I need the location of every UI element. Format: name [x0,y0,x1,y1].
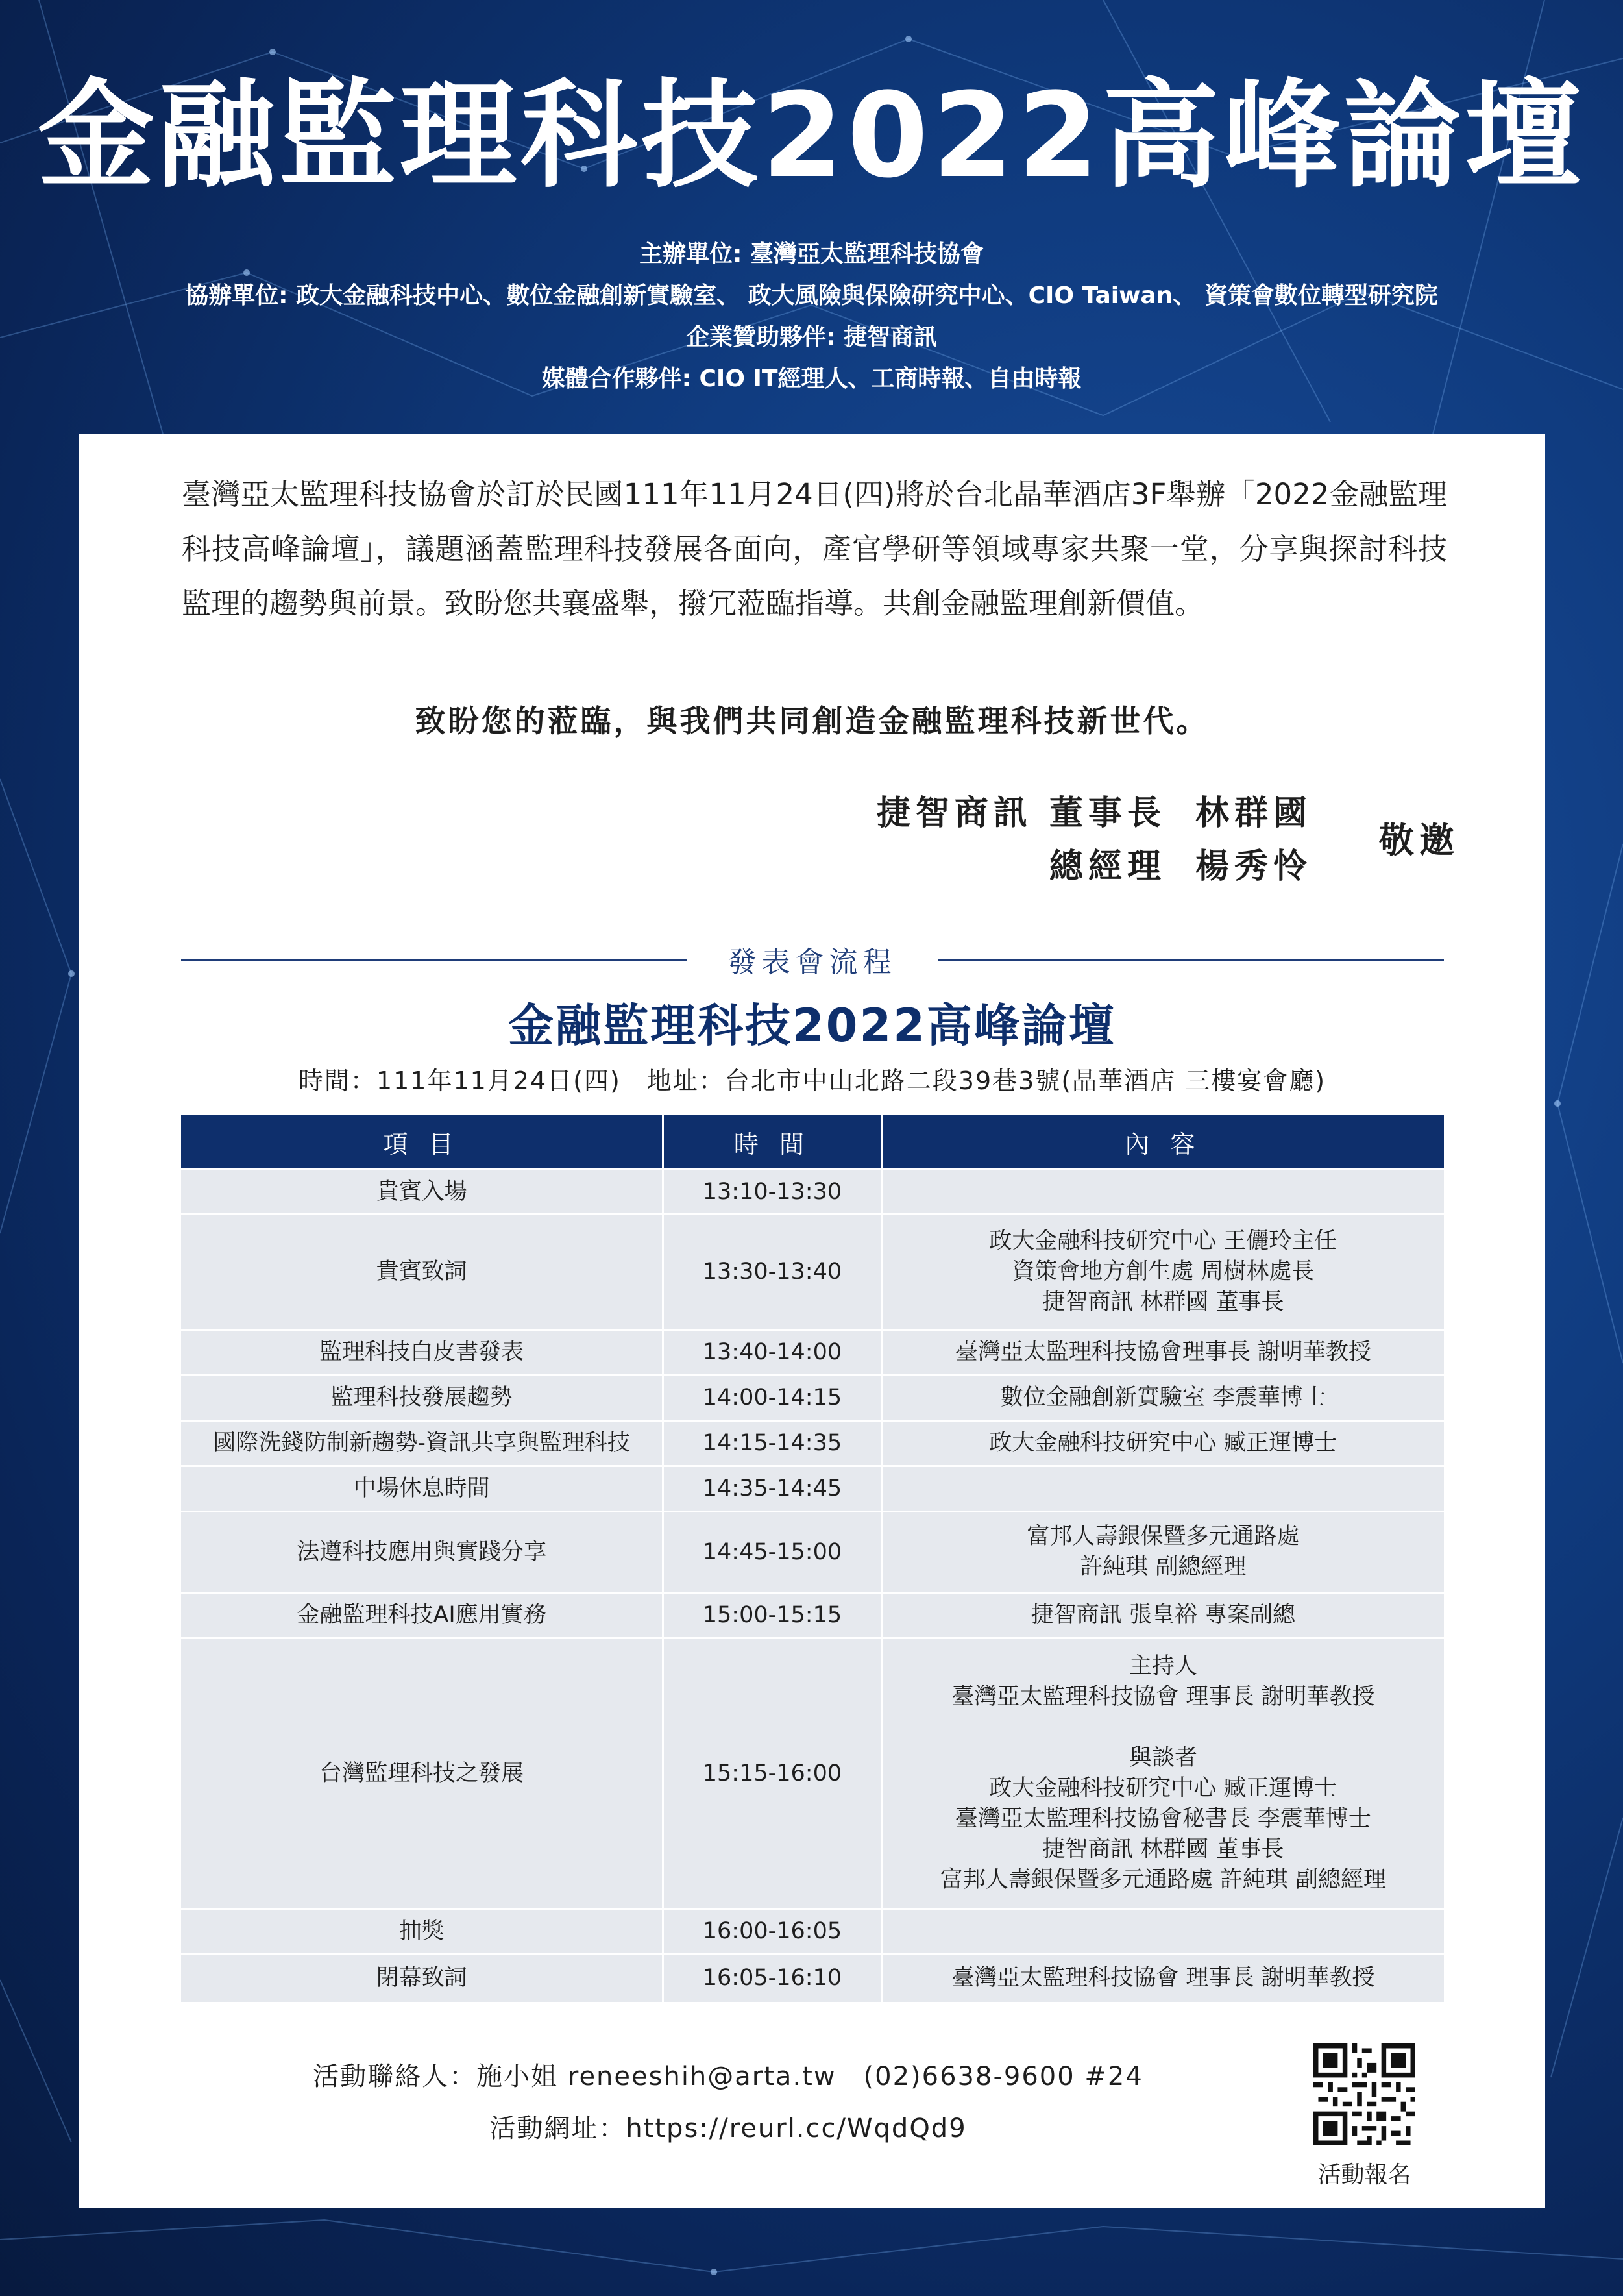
agenda-time-cell: 13:30-13:40 [663,1215,882,1330]
agenda-content-cell [881,1593,1444,1638]
agenda-content-cell [881,1215,1444,1330]
agenda-content-cell [881,1512,1444,1593]
agenda-time-cell: 15:15-16:00 [663,1638,882,1909]
agenda-content-line: 臺灣亞太監理科技協會 理事長 謝明華教授 [951,1684,1375,1710]
organizer-block [0,234,1623,400]
co-organizer-line: 協辦單位: 政大金融科技中心、數位金融創新實驗室、 政大風險與保險研究中心、CIO Taiwan、 資策會數位轉型研究院 [185,282,1438,309]
contact-person: 活動聯絡人：施小姐 reneeshih@arta.tw (02)6638-9600 #24 [313,2062,1143,2092]
content-card [79,434,1545,2208]
agenda-content-line: 捷智商訊 張皇裕 專案副總 [1031,1602,1295,1628]
time-place-line: 時間：111年11月24日(四) 地址：台北市中山北路二段39巷3號(晶華酒店 三樓宴會廳) [298,1067,1326,1095]
agenda-time-cell: 14:15-14:35 [663,1421,882,1466]
agenda-content-line: 臺灣亞太監理科技協會理事長 謝明華教授 [955,1339,1371,1365]
agenda-content-line: 資策會地方創生處 周樹林處長 [1012,1259,1315,1285]
agenda-content-cell [881,1955,1444,2002]
header-time: 時 間 [663,1115,882,1170]
intro-paragraph: 臺灣亞太監理科技協會於訂於民國111年11月24日(四)將於台北晶華酒店3F舉辦「2022金融監理科技高峰論壇」，議題涵蓋監理科技發展各面向，產官學研等領域專家共聚一堂，分享與探討科技監理的趨勢與前景。致盼您共襄盛舉，撥冗蒞臨指導。共創金融監理創新價值。 [182,477,1447,621]
agenda-row [181,1638,1444,1909]
agenda-content-line: 主持人 [1129,1653,1197,1679]
agenda-time-cell: 16:00-16:05 [663,1909,882,1955]
agenda-item-cell: 監理科技白皮書發表 [181,1330,663,1376]
agenda-row [181,1593,1444,1638]
agenda-content-line: 政大金融科技研究中心 王儷玲主任 [989,1228,1337,1254]
qr-code-label: 活動報名 [1317,2162,1411,2188]
agenda-content-line: 許純琪 副總經理 [1080,1554,1247,1580]
agenda-row [181,1215,1444,1330]
agenda-item-cell: 監理科技發展趨勢 [181,1376,663,1421]
agenda-content-line: 政大金融科技研究中心 臧正運博士 [989,1775,1337,1801]
agenda-content-cell [881,1376,1444,1421]
agenda-item-cell: 抽獎 [181,1909,663,1955]
agenda-row [181,1330,1444,1376]
agenda-item-cell: 貴賓入場 [181,1170,663,1215]
signer-name-1: 林群國 [1195,794,1312,833]
agenda-content-line: 數位金融創新實驗室 李震華博士 [1000,1385,1326,1411]
event-website[interactable]: 活動網址：https://reurl.cc/WqdQd9 [489,2114,967,2143]
agenda-content-line: 富邦人壽銀保暨多元通路處 [1027,1524,1300,1549]
agenda-content-cell [881,1170,1444,1215]
agenda-content-line: 捷智商訊 林群國 董事長 [1042,1836,1284,1862]
agenda-item-cell: 國際洗錢防制新趨勢-資訊共享與監理科技 [181,1421,663,1466]
agenda-section-label: 發表會流程 [727,946,897,979]
media-partner-line: 媒體合作夥伴: CIO IT經理人、工商時報、自由時報 [541,365,1082,392]
signer-name-2: 楊秀怜 [1195,847,1312,886]
agenda-content-cell [881,1421,1444,1466]
agenda-row [181,1421,1444,1466]
agenda-content-cell [881,1638,1444,1909]
signer-title-1: 捷智商訊 董事長 [876,794,1166,833]
invitation-line: 致盼您的蒞臨，與我們共同創造金融監理科技新世代。 [415,704,1210,739]
agenda-item-cell: 中場休息時間 [181,1466,663,1512]
agenda-content-line: 臺灣亞太監理科技協會秘書長 李震華博士 [955,1806,1371,1832]
agenda-content-line: 臺灣亞太監理科技協會 理事長 謝明華教授 [951,1965,1375,1992]
agenda-title: 金融監理科技2022高峰論壇 [508,999,1116,1052]
agenda-table [181,1115,1444,2002]
agenda-item-cell: 閉幕致詞 [181,1955,663,2002]
signer-title-2: 總經理 [1049,847,1166,886]
agenda-item-cell: 法遵科技應用與實踐分享 [181,1512,663,1593]
agenda-content-line: 與談者 [1129,1745,1197,1771]
organizer-line: 主辦單位: 臺灣亞太監理科技協會 [639,241,984,267]
agenda-row [181,1512,1444,1593]
agenda-content-cell [881,1466,1444,1512]
agenda-time-cell: 14:00-14:15 [663,1376,882,1421]
agenda-time-cell: 14:45-15:00 [663,1512,882,1593]
agenda-time-cell: 16:05-16:10 [663,1955,882,2002]
agenda-time-cell: 15:00-15:15 [663,1593,882,1638]
agenda-content-line [886,1712,1440,1743]
agenda-item-cell: 台灣監理科技之發展 [181,1638,663,1909]
agenda-content-line: 政大金融科技研究中心 臧正運博士 [989,1430,1337,1456]
agenda-content-line: 捷智商訊 林群國 董事長 [1042,1289,1284,1315]
agenda-content-line: 富邦人壽銀保暨多元通路處 許純琪 副總經理 [940,1867,1386,1893]
agenda-time-cell: 13:40-14:00 [663,1330,882,1376]
agenda-row [181,1170,1444,1215]
agenda-content-cell [881,1330,1444,1376]
agenda-item-cell: 金融監理科技AI應用實務 [181,1593,663,1638]
closing-text: 敬邀 [1379,820,1459,861]
agenda-row [181,1466,1444,1512]
agenda-time-cell: 14:35-14:45 [663,1466,882,1512]
agenda-item-cell: 貴賓致詞 [181,1215,663,1330]
header-item: 項 目 [181,1115,663,1170]
agenda-row [181,1909,1444,1955]
agenda-content-cell [881,1909,1444,1955]
agenda-header-row [181,1115,1444,1170]
agenda-time-cell: 13:10-13:30 [663,1170,882,1215]
registration-qr-code[interactable] [1313,2043,1415,2145]
page-title: 金融監理科技2022高峰論壇 [38,68,1585,204]
header-content: 內 容 [881,1115,1444,1170]
agenda-row [181,1955,1444,2002]
sponsor-line: 企業贊助夥伴: 捷智商訊 [686,324,937,351]
agenda-row [181,1376,1444,1421]
